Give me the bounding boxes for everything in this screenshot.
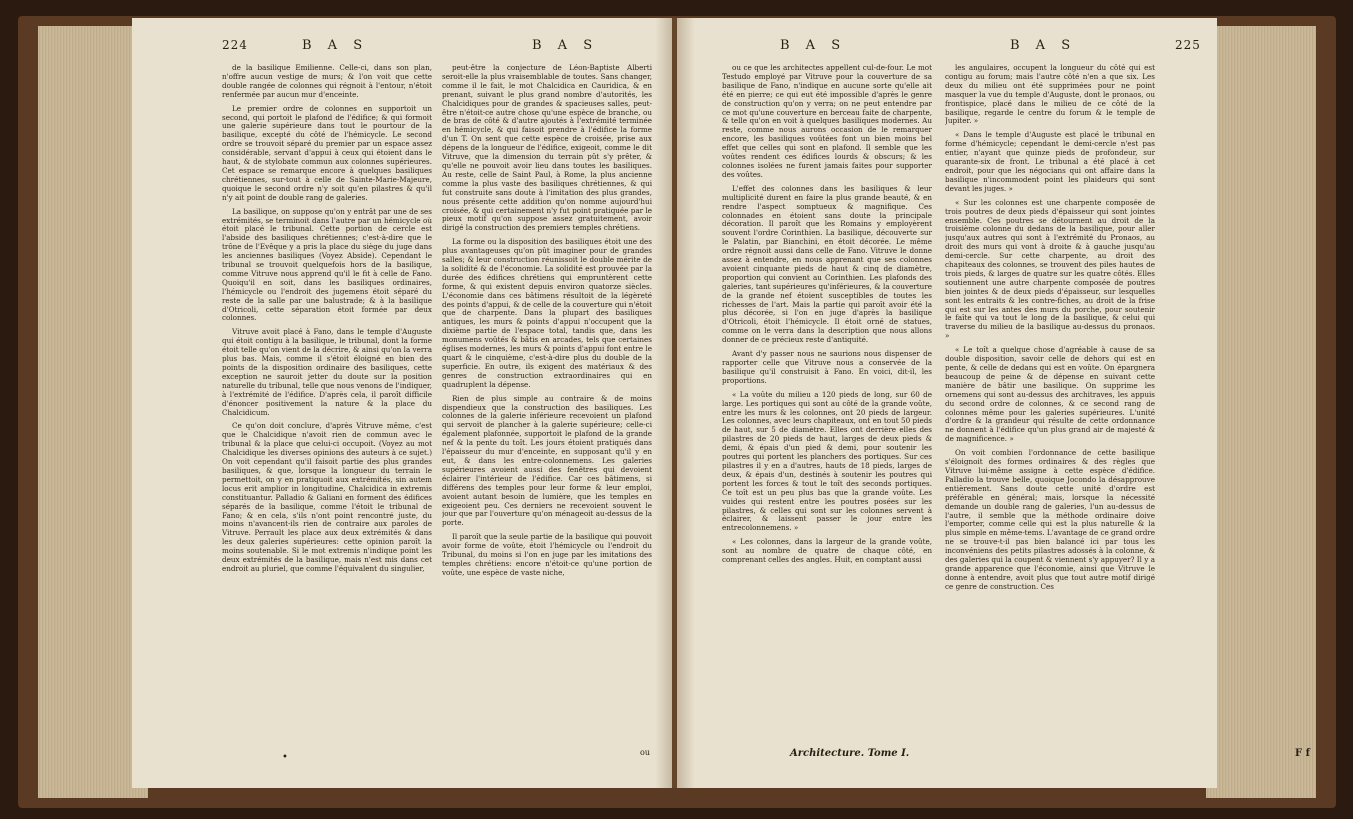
- paragraph: « Le toît a quelque chose d'agréable à cause de sa double disposition, savoir celle de dehors qui est en pente, & celle de dedans qui est en voûte. On épargnera beaucoup de peine & de dépense en suivant cette manière de bâtir une basilique. On supprime les ornemens qui sont au-dessus des architraves, les appuis du second ordre de colonnes, & ce second rang de colonnes même pour les galeries supérieures. L'unité d'ordre & la grandeur qui résulte de cette ordonnance ne donnent à l'édifice qu'un plus grand air de majesté & de magnificence. »: [945, 345, 1155, 444]
- right-running-head: [720, 38, 1201, 58]
- paragraph: de la basilique Emilienne. Celle-ci, dans son plan, n'offre aucun vestige de murs; & l'on voit que cette double rangée de colonnes qui régnoit à l'entour, n'étoit renfermée par aucun mur d'enceinte.: [222, 64, 432, 99]
- page-edges-right: [1206, 26, 1316, 798]
- signature-mark: F f: [1295, 748, 1310, 759]
- catchword: ou: [640, 748, 650, 757]
- paragraph: Ce qu'on doit conclure, d'après Vitruve même, c'est que le Chalcidique n'avoit rien de commun avec le tribunal & la place que celui-ci occupoit. (Voyez au mot Chalcidique les diverses opinions des auteurs à ce sujet.) On voit cependant qu'il faisoit partie des plus grandes basiliques, & que, lorsque la longueur du terrain le permettoit, on y en pratiquoit aux extrémités, sin autem locus erit amplior in longitudine, Chalcidica in extremis constituantur. Palladio & Galiani en forment des édifices séparés de la basilique, comme l'étoit le tribunal de Fano; & en cela, s'ils n'ont point rencontré juste, du moins n'avancent-ils rien de contraire aux paroles de Vitruve. Perrault les place aux deux extrémités & dans les deux galeries supérieures: cette opinion paroît la moins soutenable. Si le mot extremis n'indique point les deux extrémités de la basilique, mais n'est mis dans cet endroit au pluriel, que comme l'équivalent du singulier,: [222, 421, 432, 573]
- left-running-head: [222, 38, 692, 58]
- paragraph: les angulaires, occupent la longueur du côté qui est contigu au forum; mais l'autre côté n'en a que six. Les deux du milieu ont été supprimées pour ne point masquer la vue du temple d'Auguste, dont le pronaos, ou frontispice, placé dans le milieu de ce côté de la basilique, regarde le centre du forum & le temple de Jupiter. »: [945, 64, 1155, 126]
- right-page-column-1: [722, 64, 932, 744]
- paragraph: « La voûte du milieu a 120 pieds de long, sur 60 de large. Les portiques qui sont au côté de la grande voûte, entre les murs & les colonnes, ont 20 pieds de largeur. Les colonnes, avec leurs chapiteaux, ont en tout 50 pieds de haut, sur 5 de diamètre. Elles ont derrière elles des pilastres de 20 pieds de haut, larges de deux pieds & demi, & épais d'un pied & demi, pour soutenir les poutres qui portent les planchers des portiques. Sur ces pilastres il y en a d'autres, hauts de 18 pieds, larges de deux, & épais d'un, destinés à soutenir les poutres qui portent les forces & tout le toît des seconds portiques. Ce toît est un peu plus bas que la grande voûte. Les vuides qui restent entre les poutres posées sur les pilastres, & celles qui sont sur les colonnes servent à éclairer, & laissent passer le jour entre les entrecolonnemens. »: [722, 389, 932, 533]
- paragraph: Vitruve avoit placé à Fano, dans le temple d'Auguste qui étoit contigu à la basilique, le tribunal, dont la forme étoit telle qu'on vient de la décrire, & ainsi qu'on la verra plus bas. Mais, comme il s'étoit éloigné en bien des points de la disposition ordinaire des basiliques, cette exception ne sauroit jetter du doute sur la position naturelle du tribunal, telle que nous venons de l'indiquer, à l'extrémité de l'édifice. D'après cela, il paroît difficile d'énoncer positivement la nature & la place du Chalcidicum.: [222, 327, 432, 417]
- left-page-number: 224: [222, 38, 248, 52]
- right-page-column-2: [945, 64, 1155, 744]
- right-page-number: 225: [1175, 38, 1201, 52]
- paragraph: « Sur les colonnes est une charpente composée de trois poutres de deux pieds d'épaisseur qui sont jointes ensemble. Ces poutres se détournent au droit de la troisième colonne du dedans de la basilique, pour aller jusqu'aux autres qui sont à l'extrémité du Pronaos, au droit des murs qui vont à droite & à gauche jusqu'au demi-cercle. Sur cette charpente, au droit des chapiteaux des colonnes, se trouvent des piles hautes de trois pieds, & larges de quatre sur les quatre côtés. Elles soutiennent une autre charpente composée de poutres bien jointes & de deux pieds d'épaisseur, sur lesquelles sont les entraits & les contre-fiches, au droit de la frise qui est sur les antes des murs du porche, pour soutenir le faîte qui va tout le long de la basilique, & celui qui traverse du milieu de la basilique au-dessus du pronaos. »: [945, 197, 1155, 341]
- volume-signature: Architecture. Tome I.: [790, 748, 910, 759]
- paragraph: peut-être la conjecture de Léon-Baptiste Alberti seroit-elle la plus vraisemblable de toutes. Sans changer, comme il le fait, le mot Chalcidica en Cauridica, & en prenant, suivant le plus grand nombre d'autorités, les Chalcidiques pour de grandes & spacieuses salles, peut-être n'étoit-ce autre chose qu'une espèce de branche, ou de bras de côté & d'autre ajoutés à l'extrémité terminée en hémicycle, & qui faisoit prendre à l'édifice la forme d'un T. On sent que cette espèce de croisée, prise aux dépens de la longueur de l'édifice, exigeoit, comme le dit Vitruve, que la dimension du terrain pût s'y prêter, & qu'elle ne pouvoit avoir lieu dans toutes les basiliques. Au reste, celle de Saint Paul, à Rome, la plus ancienne comme la plus vaste des basiliques chrétiennes, & qui fut construite sans doute à l'imitation des plus grandes, nous présente cette addition qu'on nomme aujourd'hui croisée, & qui certainement n'y fut point pratiquée par le pieux motif qu'on suppose assez gratuitement, avoir dirigé la construction des premiers temples chrétiens.: [442, 64, 652, 233]
- paragraph: Avant d'y passer nous ne saurions nous dispenser de rapporter celle que Vitruve nous a conservée de la basilique qu'il construisit à Fano. En voici, dit-il, les proportions.: [722, 349, 932, 385]
- paragraph: « Les colonnes, dans la largeur de la grande voûte, sont au nombre de quatre de chaque côté, en comprenant celles des angles. Huit, en comptant aussi: [722, 537, 932, 565]
- page-bottom-mark: •: [282, 752, 288, 763]
- paragraph: L'effet des colonnes dans les basiliques & leur multiplicité durent en faire la plus grande beauté, & en rendre l'aspect somptueux & magnifique. Ces colonnades en étoient sans doute la principale décoration. Il paroît que les Romains y employèrent souvent l'ordre Corinthien. La basilique, découverte sur le Palatin, par Bianchini, en étoit décorée. Le même ordre régnoit aussi dans celle de Fano. Vitruve le donne assez à entendre, en nous apprenant que ses colonnes avoient cinquante pieds de haut & cinq de diamètre, proportion qui convient au Corinthien. Les plafonds des galeries, tant supérieures qu'inférieures, & la couverture de la grande nef étoient susceptibles de toutes les richesses de l'art. Mais la partie qui paroît avoir été la plus décorée, si l'on en juge d'après la basilique d'Otricoli, étoit l'hémicycle. Il étoit orné de statues, comme on le verra dans la description que nous allons donner de ce précieux reste d'antiquité.: [722, 183, 932, 345]
- paragraph: On voit combien l'ordonnance de cette basilique s'éloignoit des formes ordinaires & des règles que Vitruve lui-même assigne à cette espèce d'édifice. Palladio la trouve belle, quoique Jocondo la désapprouve entièrement. Sans doute cette unité d'ordre est préférable en général; mais, lorsque la nécessité demande un double rang de galeries, l'un au-dessus de l'autre, il semble que la méthode ordinaire doive l'emporter, comme celle qui est la plus naturelle & la plus simple en même-tems. L'avantage de ce grand ordre ne se trouve-t-il pas bien balancé ici par tous les inconvéniens des petits pilastres adossés à la colonne, & des galeries qui la coupent & viennent s'y appuyer? Il y a grande apparence que l'économie, ainsi que Vitruve le donne à entendre, avoit plus que tout autre motif dirigé ce genre de construction. Ces: [945, 448, 1155, 591]
- paragraph: « Dans le temple d'Auguste est placé le tribunal en forme d'hémicycle; cependant le demi-cercle n'est pas entier, n'ayant que quinze pieds de profondeur, sur quarante-six de front. Le tribunal a été placé à cet endroit, pour que les négocians qui ont affaire dans la basilique n'incommodent point les plaideurs qui sont devant les juges. »: [945, 130, 1155, 193]
- paragraph: Rien de plus simple au contraire & de moins dispendieux que la construction des basiliques. Les colonnes de la galerie inférieure recevoient un plafond qui servoit de plancher à la galerie supérieure; celle-ci également plafonnée, supportoit le plafond de la grande nef & la pente du toît. Les jours étoient pratiqués dans l'épaisseur du mur d'enceinte, en supposant qu'il y en eut, & dans les entre-colonnemens. Les galeries supérieures avoient aussi des fenêtres qui devoient éclairer l'intérieur de l'édifice. Car ces bâtimens, si différens des temples pour leur forme & leur emploi, avoient autant besoin de lumière, que les temples en exigeoient peu. Ces derniers ne recevoient souvent le jour que par l'ouverture qu'on ménageoit au-dessus de la porte.: [442, 393, 652, 528]
- paragraph: Il paroît que la seule partie de la basilique qui pouvoit avoir forme de voûte, étoit l'hémicycle ou l'endroit du Tribunal, du moins si l'on en juge par les imitations des temples chrétiens: encore n'étoit-ce qu'une portion de voûte, une espèce de vaste niche,: [442, 532, 652, 577]
- left-page-column-2: [442, 64, 652, 744]
- book-gutter: [655, 18, 695, 788]
- paragraph: ou ce que les architectes appellent cul-de-four. Le mot Testudo employé par Vitruve pour la couverture de sa basilique de Fano, n'indique en aucune sorte qu'elle ait été en pierre; ce qui eut été impossible d'après le genre de construction qu'on y verra; on ne peut entendre par ce mot qu'une couverture en berceau faite de charpente, & telle qu'on en voit à quelques basiliques modernes. Au reste, comme nous aurons occasion de le remarquer encore, les basiliques voûtées font un bien moins bel effet que celles qui sont en plafond. Il semble que les voûtes rendent ces édifices lourds & obscurs; & les colonnes isolées ne furent jamais faites pour supporter des voûtes.: [722, 64, 932, 179]
- right-head-word-1: B A S: [780, 38, 847, 53]
- right-head-word-2: B A S: [1010, 38, 1077, 53]
- paragraph: La forme ou la disposition des basiliques étoit une des plus avantageuses qu'on pût imaginer pour de grandes salles; & leur construction réunissoit le double mérite de la solidité & de l'économie. La solidité est prouvée par la durée des édifices chrétiens qui empruntèrent cette forme, & qui existent depuis environ quatorze siècles. L'économie dans ces bâtimens résultoit de la légèreté des points d'appui, & de celle de la couverture qui n'étoit que de charpente. Dans la plupart des basiliques antiques, les murs & points d'appui n'occupent que la dixième partie de l'espace total, tandis que, dans les monumens voûtés & bâtis en arcades, tels que certaines églises modernes, les murs & points d'appui font entre le quart & le cinquième, c'est-à-dire plus du double de la superficie. En outre, ils exigent des matériaux & des genres de construction extraordinaires qui en quadruplent la dépense.: [442, 237, 652, 389]
- left-head-word-2: B A S: [532, 38, 599, 53]
- left-head-word-1: B A S: [302, 38, 369, 53]
- paragraph: Le premier ordre de colonnes en supportoit un second, qui portoit le plafond de l'édifice; & qui formoit une galerie supérieure dans tout le pourtour de la basilique, excepté du côté de l'hémicycle. Le second ordre se trouvoit séparé du premier par un espace assez considérable, servant d'appui à ceux qui étoient dans le haut, & de stylobate commun aux colonnes supérieures. Cet espace se remarque encore à quelques basiliques chrétiennes, sur-tout à celle de Sainte-Marie-Majeure, quoique le second ordre n'y soit qu'en pilastres & qu'il n'y ait point de double rang de galeries.: [222, 103, 432, 202]
- left-page-column-1: [222, 64, 432, 744]
- paragraph: La basilique, on suppose qu'on y entrât par une de ses extrémités, se terminoit dans l'autre par un hémicycle où étoit placé le tribunal. Cette portion de cercle est l'abside des basiliques chrétiennes; c'est-à-dire que le trône de l'Evêque y a pris la place du siège du juge dans les anciennes basiliques (Voyez Abside). Cependant le tribunal se trouvoit quelquefois hors de la basilique, comme Vitruve nous apprend qu'il le fit à celle de Fano. Quoiqu'il en soit, dans les basiliques ordinaires, l'hémicycle ou l'endroit des jugemens étoit séparé du reste de la salle par une balustrade; & à la basilique d'Otricoli, cette séparation étoit formée par deux colonnes.: [222, 206, 432, 323]
